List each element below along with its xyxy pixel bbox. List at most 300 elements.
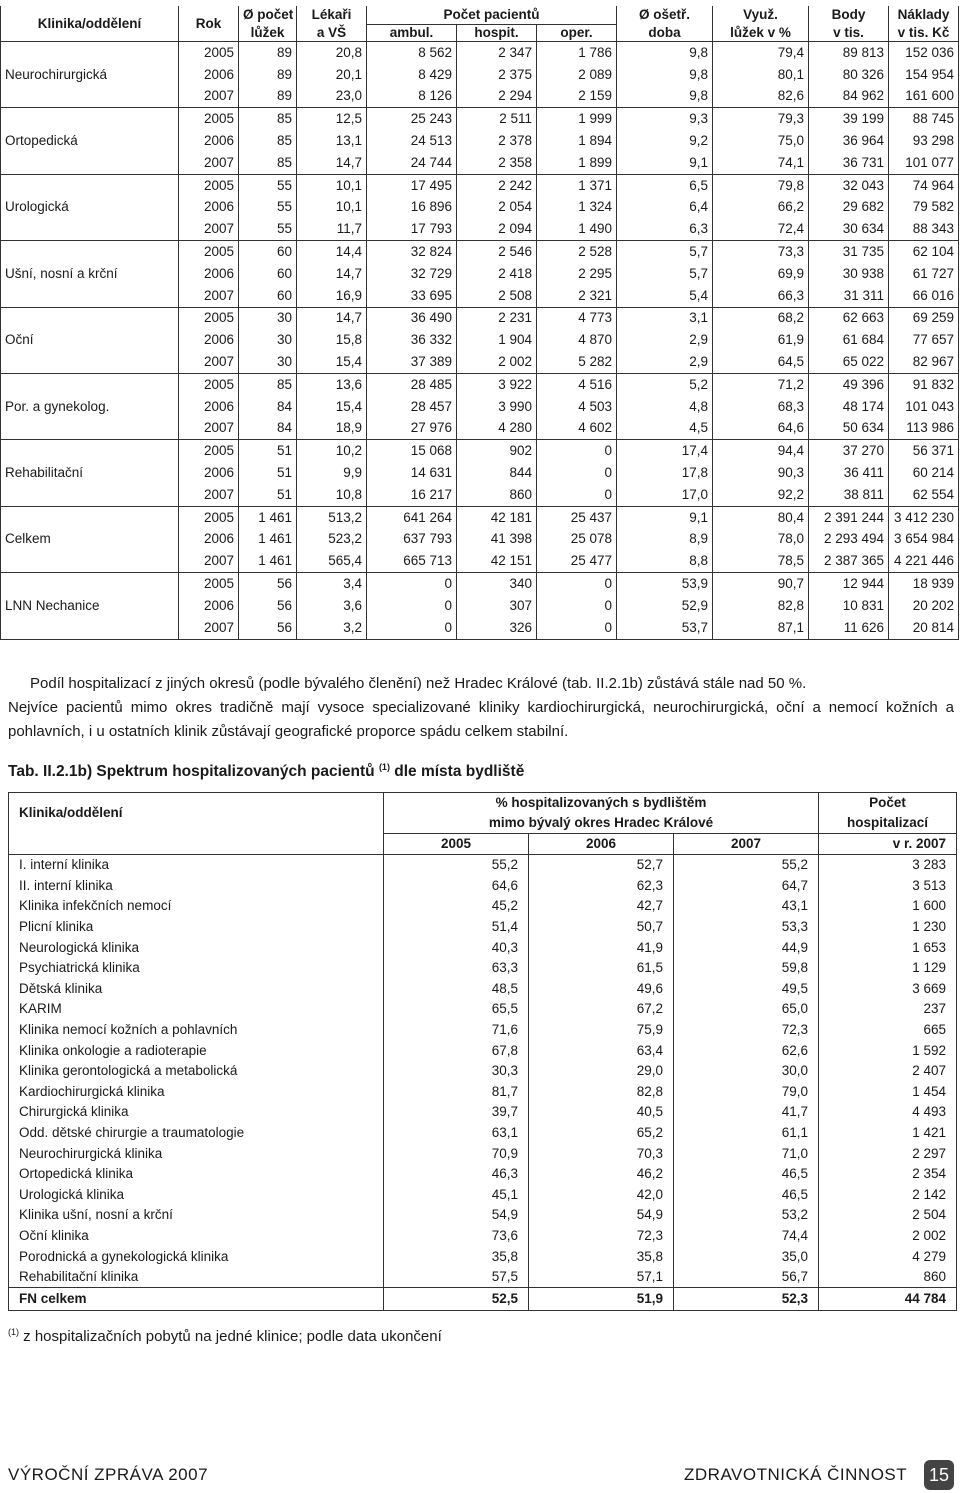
col-clinic: Klinika/oddělení: [1, 6, 179, 42]
value-cell: 36 964: [809, 130, 889, 152]
table2-title: [8, 762, 524, 781]
value-cell: 14,4: [297, 241, 367, 263]
value-cell: 3 990: [457, 396, 537, 418]
value-cell: 101 077: [889, 152, 959, 174]
value-cell: 2 375: [457, 64, 537, 86]
value-cell: 55: [239, 174, 297, 196]
value-cell: 72,3: [674, 1020, 819, 1041]
value-cell: 161 600: [889, 86, 959, 108]
value-cell: 0: [537, 573, 617, 595]
table2-title-tail: dle místa bydliště: [389, 763, 525, 781]
value-cell: 0: [537, 617, 617, 639]
value-cell: 30: [239, 307, 297, 329]
clinic-name: Kardiochirurgická klinika: [9, 1082, 384, 1103]
value-cell: 3 669: [819, 979, 957, 1000]
t2-col-pct-2: mimo bývalý okres Hradec Králové: [384, 813, 819, 834]
value-cell: 35,8: [384, 1246, 529, 1267]
value-cell: 79,3: [713, 108, 809, 130]
table-row: [9, 876, 957, 897]
value-cell: 85: [239, 130, 297, 152]
value-cell: 61 684: [809, 329, 889, 351]
year-cell: 2007: [179, 418, 239, 440]
value-cell: 665: [819, 1020, 957, 1041]
value-cell: 85: [239, 373, 297, 395]
value-cell: 1 999: [537, 108, 617, 130]
clinic-name: Rehabilitační klinika: [9, 1267, 384, 1288]
total-value: 44 784: [819, 1288, 957, 1311]
year-cell: 2006: [179, 462, 239, 484]
value-cell: 62 663: [809, 307, 889, 329]
value-cell: 55,2: [384, 855, 529, 876]
value-cell: 2 321: [537, 285, 617, 307]
clinic-name: Ortopedická: [1, 108, 179, 174]
value-cell: 88 343: [889, 218, 959, 240]
t2-year-2006: 2006: [529, 834, 674, 855]
table-row: [9, 1226, 957, 1247]
value-cell: 2,9: [617, 351, 713, 373]
value-cell: 63,3: [384, 958, 529, 979]
value-cell: 4 221 446: [889, 550, 959, 572]
value-cell: 1 461: [239, 550, 297, 572]
value-cell: 2 295: [537, 263, 617, 285]
value-cell: 12 944: [809, 573, 889, 595]
col-costs-2: v tis. Kč: [889, 25, 959, 42]
value-cell: 73,6: [384, 1226, 529, 1247]
value-cell: 42,0: [529, 1185, 674, 1206]
value-cell: 2 407: [819, 1061, 957, 1082]
value-cell: 79,4: [713, 42, 809, 64]
value-cell: 20 814: [889, 617, 959, 639]
value-cell: 6,3: [617, 218, 713, 240]
value-cell: 2,9: [617, 329, 713, 351]
summary-paragraph: [8, 672, 954, 744]
value-cell: 57,5: [384, 1267, 529, 1288]
value-cell: 32 729: [367, 263, 457, 285]
table-row: [9, 1246, 957, 1267]
value-cell: 51: [239, 484, 297, 506]
value-cell: 2 358: [457, 152, 537, 174]
value-cell: 18 939: [889, 573, 959, 595]
year-cell: 2007: [179, 218, 239, 240]
clinic-name: Psychiatrická klinika: [9, 958, 384, 979]
col-avg-2: doba: [617, 25, 713, 42]
value-cell: 77 657: [889, 329, 959, 351]
value-cell: 2 297: [819, 1143, 957, 1164]
value-cell: 0: [537, 440, 617, 462]
value-cell: 45,2: [384, 896, 529, 917]
value-cell: 152 036: [889, 42, 959, 64]
value-cell: 55: [239, 218, 297, 240]
value-cell: 71,2: [713, 373, 809, 395]
value-cell: 3,2: [297, 617, 367, 639]
value-cell: 844: [457, 462, 537, 484]
value-cell: 41,9: [529, 937, 674, 958]
value-cell: 24 513: [367, 130, 457, 152]
value-cell: 30 634: [809, 218, 889, 240]
value-cell: 860: [457, 484, 537, 506]
value-cell: 1 371: [537, 174, 617, 196]
table-row: [1, 42, 959, 64]
value-cell: 2 347: [457, 42, 537, 64]
value-cell: 8,8: [617, 550, 713, 572]
value-cell: 2 054: [457, 197, 537, 219]
year-cell: 2006: [179, 130, 239, 152]
value-cell: 75,0: [713, 130, 809, 152]
year-cell: 2006: [179, 64, 239, 86]
total-row: [9, 1288, 957, 1311]
value-cell: 82,6: [713, 86, 809, 108]
value-cell: 69 259: [889, 307, 959, 329]
value-cell: 53,7: [617, 617, 713, 639]
value-cell: 42,7: [529, 896, 674, 917]
value-cell: 12,5: [297, 108, 367, 130]
year-cell: 2007: [179, 285, 239, 307]
value-cell: 73,3: [713, 241, 809, 263]
table-row: [1, 573, 959, 595]
value-cell: 2 089: [537, 64, 617, 86]
value-cell: 10,1: [297, 197, 367, 219]
value-cell: 67,2: [529, 999, 674, 1020]
value-cell: 70,9: [384, 1143, 529, 1164]
year-cell: 2007: [179, 550, 239, 572]
clinic-name: Celkem: [1, 506, 179, 572]
value-cell: 55,2: [674, 855, 819, 876]
value-cell: 2 508: [457, 285, 537, 307]
value-cell: 46,2: [529, 1164, 674, 1185]
value-cell: 87,1: [713, 617, 809, 639]
value-cell: 14,7: [297, 263, 367, 285]
value-cell: 56,7: [674, 1267, 819, 1288]
value-cell: 63,1: [384, 1123, 529, 1144]
value-cell: 32 043: [809, 174, 889, 196]
col-avg-1: Ø ošetř.: [617, 6, 713, 25]
value-cell: 60: [239, 263, 297, 285]
value-cell: 79 582: [889, 197, 959, 219]
value-cell: 46,5: [674, 1164, 819, 1185]
value-cell: 82,8: [713, 595, 809, 617]
value-cell: 17,4: [617, 440, 713, 462]
value-cell: 2 094: [457, 218, 537, 240]
year-cell: 2007: [179, 484, 239, 506]
value-cell: 42 151: [457, 550, 537, 572]
value-cell: 4,8: [617, 396, 713, 418]
value-cell: 51,4: [384, 917, 529, 938]
value-cell: 30,3: [384, 1061, 529, 1082]
col-points-2: v tis.: [809, 25, 889, 42]
value-cell: 9,1: [617, 152, 713, 174]
value-cell: 8 429: [367, 64, 457, 86]
clinic-name: Dětská klinika: [9, 979, 384, 1000]
value-cell: 31 735: [809, 241, 889, 263]
table-row: [1, 307, 959, 329]
value-cell: 30 938: [809, 263, 889, 285]
year-cell: 2005: [179, 108, 239, 130]
value-cell: 154 954: [889, 64, 959, 86]
value-cell: 43,1: [674, 896, 819, 917]
value-cell: 9,8: [617, 64, 713, 86]
year-cell: 2005: [179, 241, 239, 263]
col-util-1: Využ.: [713, 6, 809, 25]
value-cell: 0: [367, 573, 457, 595]
value-cell: 39,7: [384, 1102, 529, 1123]
value-cell: 4 279: [819, 1246, 957, 1267]
value-cell: 902: [457, 440, 537, 462]
value-cell: 82,8: [529, 1082, 674, 1103]
value-cell: 85: [239, 108, 297, 130]
value-cell: 31 311: [809, 285, 889, 307]
value-cell: 66,3: [713, 285, 809, 307]
table-row: [1, 108, 959, 130]
value-cell: 16 896: [367, 197, 457, 219]
value-cell: 79,0: [674, 1082, 819, 1103]
value-cell: 71,0: [674, 1143, 819, 1164]
year-cell: 2006: [179, 396, 239, 418]
value-cell: 60 214: [889, 462, 959, 484]
col-oper: oper.: [537, 25, 617, 42]
value-cell: 75,9: [529, 1020, 674, 1041]
value-cell: 40,3: [384, 937, 529, 958]
value-cell: 1 600: [819, 896, 957, 917]
clinic-name: Klinika ušní, nosní a krční: [9, 1205, 384, 1226]
value-cell: 6,5: [617, 174, 713, 196]
value-cell: 523,2: [297, 529, 367, 551]
value-cell: 55: [239, 197, 297, 219]
value-cell: 70,3: [529, 1143, 674, 1164]
value-cell: 4 773: [537, 307, 617, 329]
value-cell: 20,8: [297, 42, 367, 64]
value-cell: 3,1: [617, 307, 713, 329]
value-cell: 4 602: [537, 418, 617, 440]
value-cell: 2 391 244: [809, 506, 889, 528]
value-cell: 101 043: [889, 396, 959, 418]
value-cell: 62,6: [674, 1040, 819, 1061]
table2-title-sup: (1): [378, 762, 390, 772]
table-row: [9, 1185, 957, 1206]
total-value: 52,3: [674, 1288, 819, 1311]
value-cell: 79,8: [713, 174, 809, 196]
value-cell: 2 528: [537, 241, 617, 263]
value-cell: 1 421: [819, 1123, 957, 1144]
value-cell: 1 454: [819, 1082, 957, 1103]
value-cell: 94,4: [713, 440, 809, 462]
value-cell: 2 242: [457, 174, 537, 196]
clinic-name: II. interní klinika: [9, 876, 384, 897]
col-doctors-2: a VŠ: [297, 25, 367, 42]
value-cell: 513,2: [297, 506, 367, 528]
value-cell: 16 217: [367, 484, 457, 506]
value-cell: 23,0: [297, 86, 367, 108]
table-row: [9, 958, 957, 979]
clinic-name: Oční: [1, 307, 179, 373]
value-cell: 2 002: [457, 351, 537, 373]
col-patients: Počet pacientů: [367, 6, 617, 25]
value-cell: 1 129: [819, 958, 957, 979]
value-cell: 28 457: [367, 396, 457, 418]
clinic-name: Urologická: [1, 174, 179, 240]
value-cell: 32 824: [367, 241, 457, 263]
value-cell: 48,5: [384, 979, 529, 1000]
value-cell: 3 922: [457, 373, 537, 395]
value-cell: 56: [239, 595, 297, 617]
table-row: [9, 855, 957, 876]
value-cell: 3 412 230: [889, 506, 959, 528]
clinic-name: Neurochirurgická: [1, 42, 179, 108]
value-cell: 38 811: [809, 484, 889, 506]
value-cell: 64,7: [674, 876, 819, 897]
value-cell: 8,9: [617, 529, 713, 551]
clinic-name: Odd. dětské chirurgie a traumatologie: [9, 1123, 384, 1144]
t2-col-count-2: hospitalizací: [819, 813, 957, 834]
value-cell: 9,3: [617, 108, 713, 130]
table-row: [9, 1102, 957, 1123]
value-cell: 2 418: [457, 263, 537, 285]
value-cell: 0: [537, 484, 617, 506]
value-cell: 36 731: [809, 152, 889, 174]
value-cell: 41 398: [457, 529, 537, 551]
t2-col-count-1: Počet: [819, 793, 957, 814]
value-cell: 49,5: [674, 979, 819, 1000]
clinic-statistics-table: [0, 6, 959, 640]
value-cell: 0: [367, 595, 457, 617]
year-cell: 2005: [179, 174, 239, 196]
table-row: [9, 1267, 957, 1288]
footer-report-title: VÝROČNÍ ZPRÁVA 2007: [8, 1465, 209, 1484]
year-cell: 2006: [179, 329, 239, 351]
value-cell: 78,5: [713, 550, 809, 572]
value-cell: 64,6: [384, 876, 529, 897]
value-cell: 18,9: [297, 418, 367, 440]
year-cell: 2005: [179, 373, 239, 395]
value-cell: 0: [537, 595, 617, 617]
value-cell: 88 745: [889, 108, 959, 130]
value-cell: 20,1: [297, 64, 367, 86]
value-cell: 5 282: [537, 351, 617, 373]
year-cell: 2006: [179, 595, 239, 617]
value-cell: 56: [239, 573, 297, 595]
value-cell: 17 495: [367, 174, 457, 196]
table-row: [9, 999, 957, 1020]
paragraph-rest: Nejvíce pacientů mimo okres tradičně mají vysoce specializované kliniky kardiochirurgická, neurochirurgická, oční a nemocí kožních a pohlavních, i u ostatních klinik zůstávají geografické proporce spádu celkem stabilní.: [8, 699, 954, 740]
value-cell: 641 264: [367, 506, 457, 528]
value-cell: 665 713: [367, 550, 457, 572]
year-cell: 2006: [179, 197, 239, 219]
value-cell: 17 793: [367, 218, 457, 240]
value-cell: 30: [239, 351, 297, 373]
value-cell: 5,4: [617, 285, 713, 307]
value-cell: 40,5: [529, 1102, 674, 1123]
value-cell: 81,7: [384, 1082, 529, 1103]
value-cell: 1 904: [457, 329, 537, 351]
value-cell: 0: [367, 617, 457, 639]
paragraph-line-1: Podíl hospitalizací z jiných okresů (podle bývalého členění) než Hradec Králové (tab. II.2.1b) zůstává stále nad 50 %.: [30, 675, 807, 692]
value-cell: 25 437: [537, 506, 617, 528]
value-cell: 2 294: [457, 86, 537, 108]
value-cell: 37 389: [367, 351, 457, 373]
value-cell: 15 068: [367, 440, 457, 462]
col-doctors-1: Lékaři: [297, 6, 367, 25]
table-row: [9, 1040, 957, 1061]
col-costs-1: Náklady: [889, 6, 959, 25]
value-cell: 45,1: [384, 1185, 529, 1206]
value-cell: 80,4: [713, 506, 809, 528]
col-util-2: lůžek v %: [713, 25, 809, 42]
value-cell: 326: [457, 617, 537, 639]
value-cell: 54,9: [529, 1205, 674, 1226]
value-cell: 2 504: [819, 1205, 957, 1226]
t2-year-2005: 2005: [384, 834, 529, 855]
table-row: [1, 241, 959, 263]
value-cell: 53,3: [674, 917, 819, 938]
value-cell: 64,5: [713, 351, 809, 373]
clinic-name: Rehabilitační: [1, 440, 179, 506]
value-cell: 237: [819, 999, 957, 1020]
value-cell: 59,8: [674, 958, 819, 979]
clinic-name: Klinika gerontologická a metabolická: [9, 1061, 384, 1082]
table-row: [1, 174, 959, 196]
value-cell: 63,4: [529, 1040, 674, 1061]
value-cell: 80,1: [713, 64, 809, 86]
value-cell: 29 682: [809, 197, 889, 219]
value-cell: 17,8: [617, 462, 713, 484]
value-cell: 36 332: [367, 329, 457, 351]
value-cell: 6,4: [617, 197, 713, 219]
value-cell: 52,7: [529, 855, 674, 876]
year-cell: 2007: [179, 617, 239, 639]
clinic-name: Neurochirurgická klinika: [9, 1143, 384, 1164]
clinic-name: Plicní klinika: [9, 917, 384, 938]
value-cell: 65 022: [809, 351, 889, 373]
value-cell: 2 002: [819, 1226, 957, 1247]
value-cell: 78,0: [713, 529, 809, 551]
value-cell: 72,4: [713, 218, 809, 240]
col-ambul: ambul.: [367, 25, 457, 42]
year-cell: 2007: [179, 86, 239, 108]
value-cell: 10,8: [297, 484, 367, 506]
page-number: 15: [924, 1460, 954, 1490]
value-cell: 56 371: [889, 440, 959, 462]
value-cell: 68,2: [713, 307, 809, 329]
value-cell: 25 078: [537, 529, 617, 551]
table-row: [9, 1143, 957, 1164]
value-cell: 64,6: [713, 418, 809, 440]
value-cell: 61,5: [529, 958, 674, 979]
value-cell: 89: [239, 42, 297, 64]
footnote-sup: (1): [8, 1327, 19, 1337]
value-cell: 8 562: [367, 42, 457, 64]
value-cell: 61 727: [889, 263, 959, 285]
t2-year-spacer: [9, 834, 384, 855]
value-cell: 36 411: [809, 462, 889, 484]
value-cell: 69,9: [713, 263, 809, 285]
clinic-name: Klinika nemocí kožních a pohlavních: [9, 1020, 384, 1041]
value-cell: 4 870: [537, 329, 617, 351]
value-cell: 44,9: [674, 937, 819, 958]
value-cell: 50,7: [529, 917, 674, 938]
year-cell: 2007: [179, 351, 239, 373]
table-row: [9, 1082, 957, 1103]
value-cell: 4 503: [537, 396, 617, 418]
value-cell: 3 283: [819, 855, 957, 876]
value-cell: 60: [239, 285, 297, 307]
value-cell: 11,7: [297, 218, 367, 240]
value-cell: 2 378: [457, 130, 537, 152]
value-cell: 28 485: [367, 373, 457, 395]
clinic-name: Ortopedická klinika: [9, 1164, 384, 1185]
year-cell: 2006: [179, 529, 239, 551]
total-value: 52,5: [384, 1288, 529, 1311]
value-cell: 61,9: [713, 329, 809, 351]
value-cell: 1 786: [537, 42, 617, 64]
